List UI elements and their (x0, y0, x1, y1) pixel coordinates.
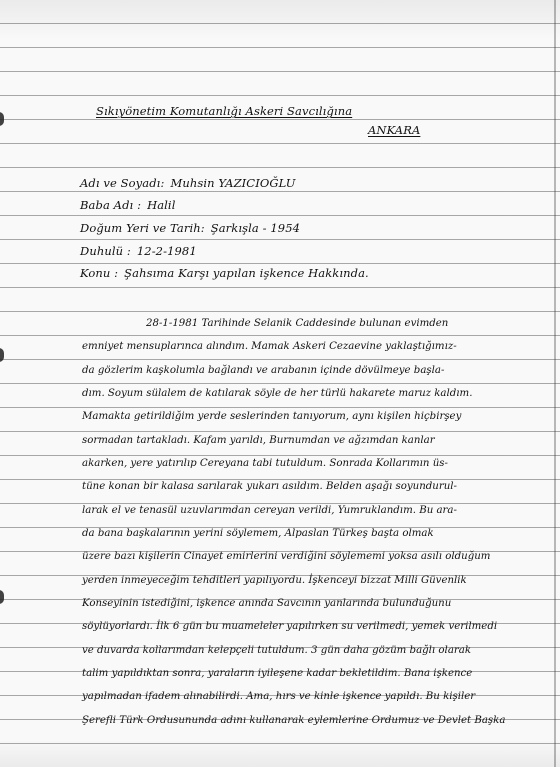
binder-hole-mark (0, 112, 4, 126)
body-line: 28-1-1981 Tarihinde Selanik Caddesinde bulunan evimden (146, 318, 449, 329)
body-line: talim yapıldıktan sonra, yaraların iyileşene kadar bekletildim. Bana işkence (82, 668, 473, 679)
page-edge-shadow (554, 0, 556, 767)
body-line: Mamakta getirildiğim yerde seslerinden tanıyorum, aynı kişilen hiçbirşey (82, 411, 462, 422)
body-line: tüne konan bir kalasa sarılarak yukarı asıldım. Belden aşağı soyundurul- (82, 481, 457, 492)
letter-recipient: Sıkıyönetim Komutanlığı Askeri Savcılığına (96, 104, 353, 118)
body-line: emniyet mensuplarınca alındım. Mamak Askeri Cezaevine yaklaştığımız- (82, 341, 457, 352)
field-value: Şarkışla - 1954 (210, 221, 301, 235)
body-line: larak el ve tenasül uzuvlarımdan cereyan verildi, Yumruklandım. Bu ara- (82, 505, 457, 516)
field-father-name-row (80, 198, 175, 212)
scan-bottom-shadow (0, 739, 560, 767)
field-value: 12-2-1981 (136, 244, 197, 258)
body-line: dım. Soyum sülalem de katılarak söyle de her türlü hakarete maruz kaldım. (82, 388, 473, 399)
field-name-row (80, 176, 296, 190)
field-label: Doğum Yeri ve Tarih: (80, 221, 205, 235)
body-line: akarken, yere yatırılıp Cereyana tabi tutuldum. Sonrada Kollarımın üs- (82, 458, 448, 469)
binder-hole-mark (0, 590, 4, 604)
body-line: sormadan tartakladı. Kafam yarıldı, Burnumdan ve ağzımdan kanlar (82, 435, 435, 446)
body-line: yapılmadan ifadem alınabilirdi. Ama, hırs ve kinle işkence yapıldı. Bu kişiler (82, 691, 476, 702)
binder-hole-mark (0, 348, 4, 362)
field-value: Şahsıma Karşı yapılan işkence Hakkında. (124, 266, 369, 280)
field-label: Konu : (80, 266, 119, 280)
field-value: Halil (147, 198, 176, 212)
body-line: da gözlerim kaşkolumla bağlandı ve arabanın içinde dövülmeye başla- (82, 365, 445, 376)
field-label: Baba Adı : (80, 198, 142, 212)
field-entry-date-row (80, 244, 197, 258)
field-label: Duhulü : (80, 244, 131, 258)
body-line: üzere bazı kişilerin Cinayet emirlerini verdiğini söylememi yoksa asılı olduğum (82, 551, 491, 562)
field-subject-row (80, 266, 369, 280)
body-line: da bana başkalarının yerini söylemem, Alpaslan Türkeş başta olmak (82, 528, 434, 539)
body-line: Konseyinin istediğini, işkence anında Savcının yanlarında bulunduğunu (82, 598, 452, 609)
field-label: Adı ve Soyadı: (80, 176, 165, 190)
body-line: ve duvarda kollarımdan kelepçeli tutuldum. 3 gün daha gözüm bağlı olarak (82, 645, 472, 656)
body-line: Şerefli Türk Ordusununda adını kullanarak eylemlerine Ordumuz ve Devlet Başka (82, 715, 506, 726)
letter-city: ANKARA (368, 123, 421, 137)
body-line: söylüyorlardı. İlk 6 gün bu muameleler yapılırken su verilmedi, yemek verilmedi (82, 621, 498, 632)
field-birth-row (80, 221, 300, 235)
field-value: Muhsin YAZICIOĞLU (170, 176, 296, 190)
body-line: yerden inmeyeceğim tehditleri yapılıyordu. İşkenceyi bizzat Milli Güvenlik (82, 575, 467, 586)
